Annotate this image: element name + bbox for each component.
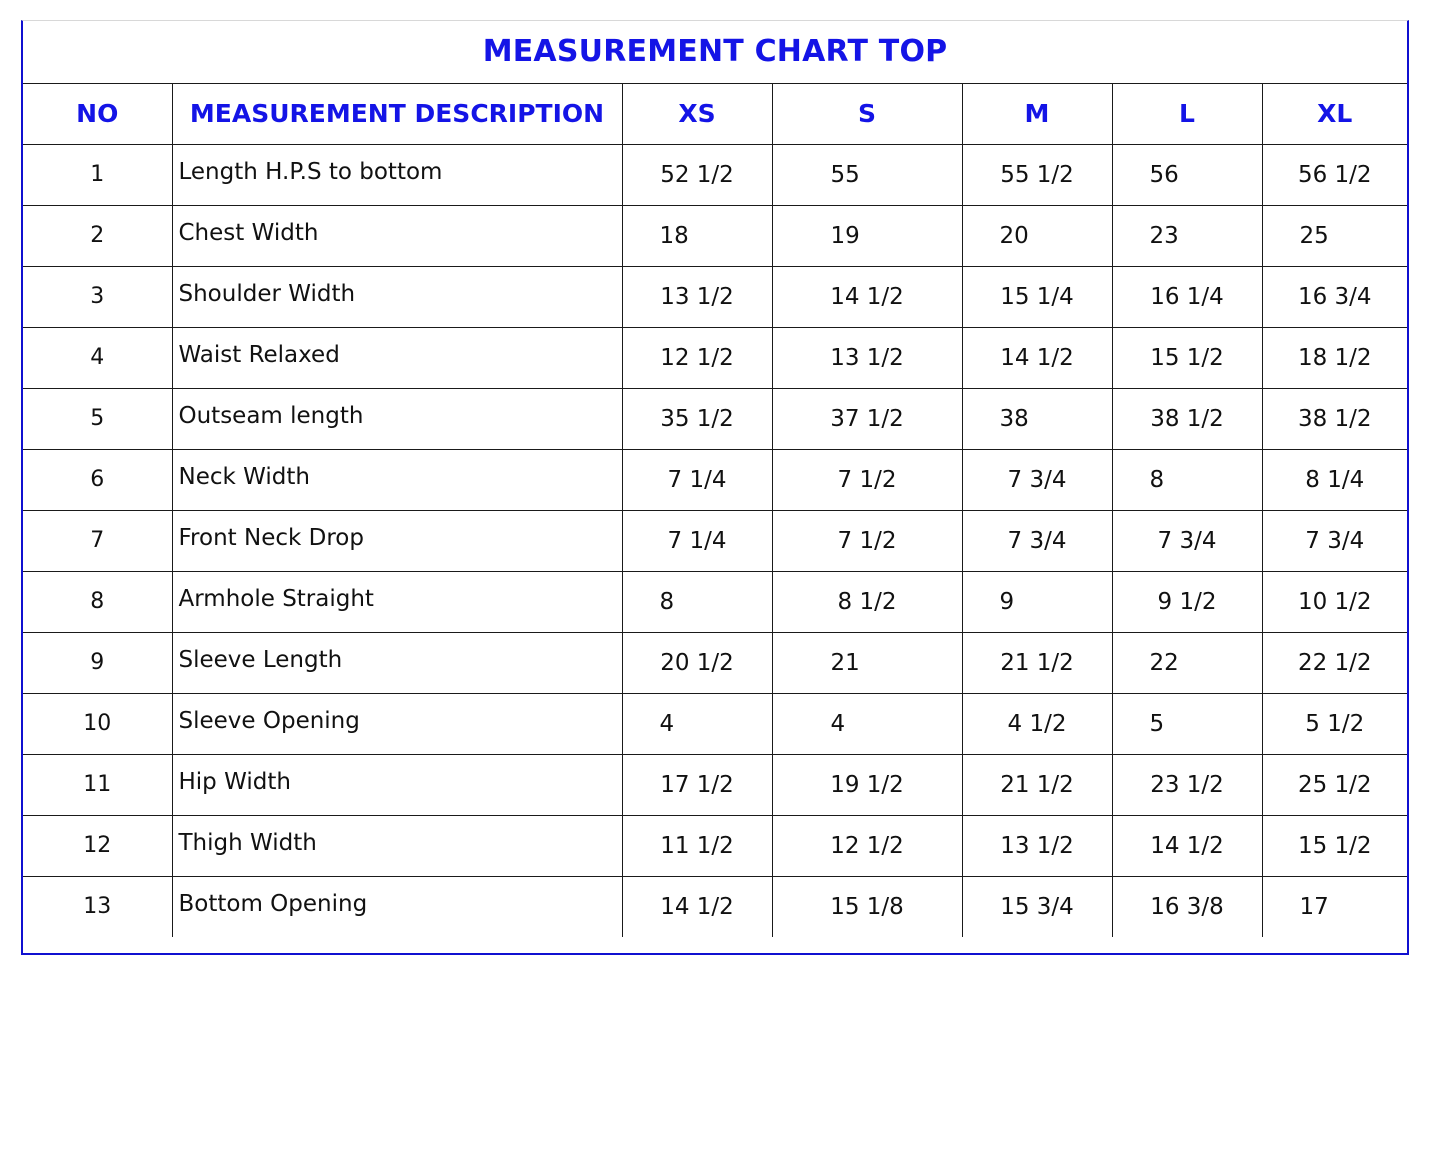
table-row (23, 876, 1407, 937)
description-text: Neck Width (178, 463, 310, 490)
size-value-xl (1262, 571, 1407, 632)
header-size-l: L (1112, 83, 1262, 144)
value-text: 25 1/2 (1297, 771, 1372, 798)
value-text: 11 1/2 (660, 832, 734, 859)
size-value-l (1112, 754, 1262, 815)
size-value-m (962, 632, 1112, 693)
size-value-m (962, 876, 1112, 937)
value-text: 55 1/2 (1000, 161, 1074, 188)
description-text: Length H.P.S to bottom (178, 158, 443, 185)
description-text: Thigh Width (178, 829, 317, 856)
header-size-xs: XS (622, 83, 772, 144)
table-row (23, 205, 1407, 266)
value-text: 15 3/4 (1000, 893, 1074, 920)
size-value-xs (622, 388, 772, 449)
value-text: 15 1/2 (1150, 344, 1224, 371)
value-text: 14 1/2 (830, 283, 904, 310)
row-number: 4 (23, 327, 172, 388)
size-value-l (1112, 510, 1262, 571)
size-value-m (962, 449, 1112, 510)
size-value-m (962, 205, 1112, 266)
size-value-s (772, 388, 962, 449)
description-text: Front Neck Drop (178, 524, 364, 551)
row-number: 7 (23, 510, 172, 571)
header-no: NO (23, 83, 172, 144)
row-number: 2 (23, 205, 172, 266)
size-value-l (1112, 327, 1262, 388)
size-value-l (1112, 693, 1262, 754)
size-value-m (962, 144, 1112, 205)
header-description: MEASUREMENT DESCRIPTION (172, 83, 622, 144)
description-text: Outseam length (178, 402, 364, 429)
table-row (23, 449, 1407, 510)
value-text: 7 1/2 (837, 466, 897, 493)
header-size-s: S (772, 83, 962, 144)
size-value-s (772, 205, 962, 266)
value-text: 9 1/2 (1157, 588, 1217, 615)
value-text: 23 1/2 (1150, 771, 1224, 798)
description-text: Bottom Opening (178, 890, 368, 917)
row-number: 6 (23, 449, 172, 510)
size-value-m (962, 693, 1112, 754)
size-value-s (772, 266, 962, 327)
value-text: 10 1/2 (1297, 588, 1372, 615)
measurement-description (172, 388, 622, 449)
row-number: 8 (23, 571, 172, 632)
header-row (23, 83, 1407, 144)
measurement-description (172, 205, 622, 266)
size-value-xs (622, 754, 772, 815)
value-text: 16 3/4 (1297, 283, 1372, 310)
value-text: 35 1/2 (660, 405, 734, 432)
value-text: 12 1/2 (660, 344, 734, 371)
title-row (23, 21, 1407, 83)
value-text: 13 1/2 (830, 344, 904, 371)
size-value-l (1112, 815, 1262, 876)
size-value-s (772, 144, 962, 205)
size-value-s (772, 327, 962, 388)
value-text: 14 1/2 (660, 893, 734, 920)
size-value-xl (1262, 510, 1407, 571)
value-text: 18 1/2 (1297, 344, 1372, 371)
row-number: 12 (23, 815, 172, 876)
value-text: 8 (1149, 466, 1165, 493)
table-row (23, 266, 1407, 327)
size-value-m (962, 815, 1112, 876)
size-value-s (772, 510, 962, 571)
measurement-description (172, 754, 622, 815)
size-value-xs (622, 510, 772, 571)
size-value-xl (1262, 449, 1407, 510)
value-text: 20 (999, 222, 1029, 249)
measurement-description (172, 449, 622, 510)
table-row (23, 388, 1407, 449)
value-text: 21 1/2 (1000, 771, 1074, 798)
size-value-xs (622, 449, 772, 510)
size-value-s (772, 632, 962, 693)
size-value-m (962, 571, 1112, 632)
value-text: 52 1/2 (660, 161, 734, 188)
value-text: 20 1/2 (660, 649, 734, 676)
value-text: 56 1/2 (1297, 161, 1372, 188)
value-text: 14 1/2 (1150, 832, 1224, 859)
value-text: 7 3/4 (1007, 527, 1067, 554)
value-text: 17 (1299, 893, 1329, 920)
table-row (23, 632, 1407, 693)
value-text: 16 1/4 (1150, 283, 1224, 310)
value-text: 8 (659, 588, 675, 615)
size-value-l (1112, 388, 1262, 449)
size-value-l (1112, 571, 1262, 632)
description-text: Hip Width (178, 768, 291, 795)
value-text: 7 1/2 (837, 527, 897, 554)
value-text: 56 (1149, 161, 1179, 188)
measurement-description (172, 876, 622, 937)
row-number: 13 (23, 876, 172, 937)
value-text: 7 1/4 (667, 466, 727, 493)
size-value-xl (1262, 693, 1407, 754)
value-text: 4 (830, 710, 846, 737)
value-text: 15 1/4 (1000, 283, 1074, 310)
value-text: 22 (1149, 649, 1179, 676)
chart-title: MEASUREMENT CHART TOP (23, 21, 1407, 83)
size-value-xs (622, 815, 772, 876)
size-value-l (1112, 632, 1262, 693)
table-row (23, 571, 1407, 632)
value-text: 23 (1149, 222, 1179, 249)
size-value-xs (622, 327, 772, 388)
size-value-xl (1262, 266, 1407, 327)
value-text: 8 1/4 (1305, 466, 1365, 493)
measurement-description (172, 327, 622, 388)
size-value-l (1112, 205, 1262, 266)
size-value-m (962, 388, 1112, 449)
value-text: 17 1/2 (660, 771, 734, 798)
value-text: 15 1/8 (830, 893, 904, 920)
measurement-description (172, 693, 622, 754)
measurement-description (172, 266, 622, 327)
size-value-s (772, 571, 962, 632)
size-value-s (772, 754, 962, 815)
size-value-m (962, 754, 1112, 815)
size-value-xl (1262, 815, 1407, 876)
size-value-m (962, 266, 1112, 327)
value-text: 37 1/2 (830, 405, 904, 432)
size-value-xl (1262, 754, 1407, 815)
measurement-description (172, 632, 622, 693)
value-text: 21 (830, 649, 860, 676)
value-text: 38 (999, 405, 1029, 432)
size-value-xs (622, 144, 772, 205)
value-text: 13 1/2 (660, 283, 734, 310)
row-number: 5 (23, 388, 172, 449)
value-text: 15 1/2 (1297, 832, 1372, 859)
measurement-table (23, 21, 1407, 937)
value-text: 22 1/2 (1297, 649, 1372, 676)
description-text: Armhole Straight (178, 585, 374, 612)
measurement-description (172, 815, 622, 876)
header-size-xl: XL (1262, 83, 1407, 144)
measurement-chart (21, 20, 1409, 955)
value-text: 5 (1149, 710, 1165, 737)
table-row (23, 327, 1407, 388)
size-value-xs (622, 205, 772, 266)
measurement-description (172, 144, 622, 205)
size-value-s (772, 876, 962, 937)
value-text: 5 1/2 (1305, 710, 1365, 737)
value-text: 4 1/2 (1007, 710, 1067, 737)
size-value-xl (1262, 876, 1407, 937)
table-row (23, 144, 1407, 205)
size-value-xs (622, 571, 772, 632)
size-value-xs (622, 266, 772, 327)
table-row (23, 693, 1407, 754)
size-value-l (1112, 266, 1262, 327)
value-text: 16 3/8 (1150, 893, 1224, 920)
description-text: Sleeve Opening (178, 707, 360, 734)
size-value-xl (1262, 144, 1407, 205)
table-row (23, 815, 1407, 876)
value-text: 21 1/2 (1000, 649, 1074, 676)
value-text: 9 (999, 588, 1015, 615)
value-text: 12 1/2 (830, 832, 904, 859)
value-text: 7 3/4 (1007, 466, 1067, 493)
size-value-xl (1262, 632, 1407, 693)
value-text: 38 1/2 (1297, 405, 1372, 432)
size-value-l (1112, 449, 1262, 510)
row-number: 3 (23, 266, 172, 327)
value-text: 14 1/2 (1000, 344, 1074, 371)
row-number: 1 (23, 144, 172, 205)
description-text: Sleeve Length (178, 646, 343, 673)
size-value-l (1112, 144, 1262, 205)
value-text: 25 (1299, 222, 1329, 249)
header-size-m: M (962, 83, 1112, 144)
measurement-description (172, 510, 622, 571)
row-number: 9 (23, 632, 172, 693)
table-body (23, 144, 1407, 937)
table-row (23, 754, 1407, 815)
value-text: 7 3/4 (1157, 527, 1217, 554)
value-text: 7 3/4 (1305, 527, 1365, 554)
size-value-xs (622, 876, 772, 937)
value-text: 4 (659, 710, 675, 737)
value-text: 19 1/2 (830, 771, 904, 798)
description-text: Chest Width (178, 219, 319, 246)
size-value-xs (622, 693, 772, 754)
size-value-m (962, 510, 1112, 571)
size-value-xl (1262, 205, 1407, 266)
value-text: 19 (830, 222, 860, 249)
value-text: 13 1/2 (1000, 832, 1074, 859)
size-value-xs (622, 632, 772, 693)
size-value-xl (1262, 327, 1407, 388)
value-text: 55 (830, 161, 860, 188)
value-text: 38 1/2 (1150, 405, 1224, 432)
value-text: 8 1/2 (837, 588, 897, 615)
row-number: 11 (23, 754, 172, 815)
description-text: Shoulder Width (178, 280, 356, 307)
value-text: 18 (659, 222, 689, 249)
size-value-s (772, 449, 962, 510)
row-number: 10 (23, 693, 172, 754)
value-text: 7 1/4 (667, 527, 727, 554)
size-value-s (772, 693, 962, 754)
table-row (23, 510, 1407, 571)
size-value-m (962, 327, 1112, 388)
measurement-description (172, 571, 622, 632)
description-text: Waist Relaxed (178, 341, 340, 368)
size-value-l (1112, 876, 1262, 937)
size-value-xl (1262, 388, 1407, 449)
size-value-s (772, 815, 962, 876)
